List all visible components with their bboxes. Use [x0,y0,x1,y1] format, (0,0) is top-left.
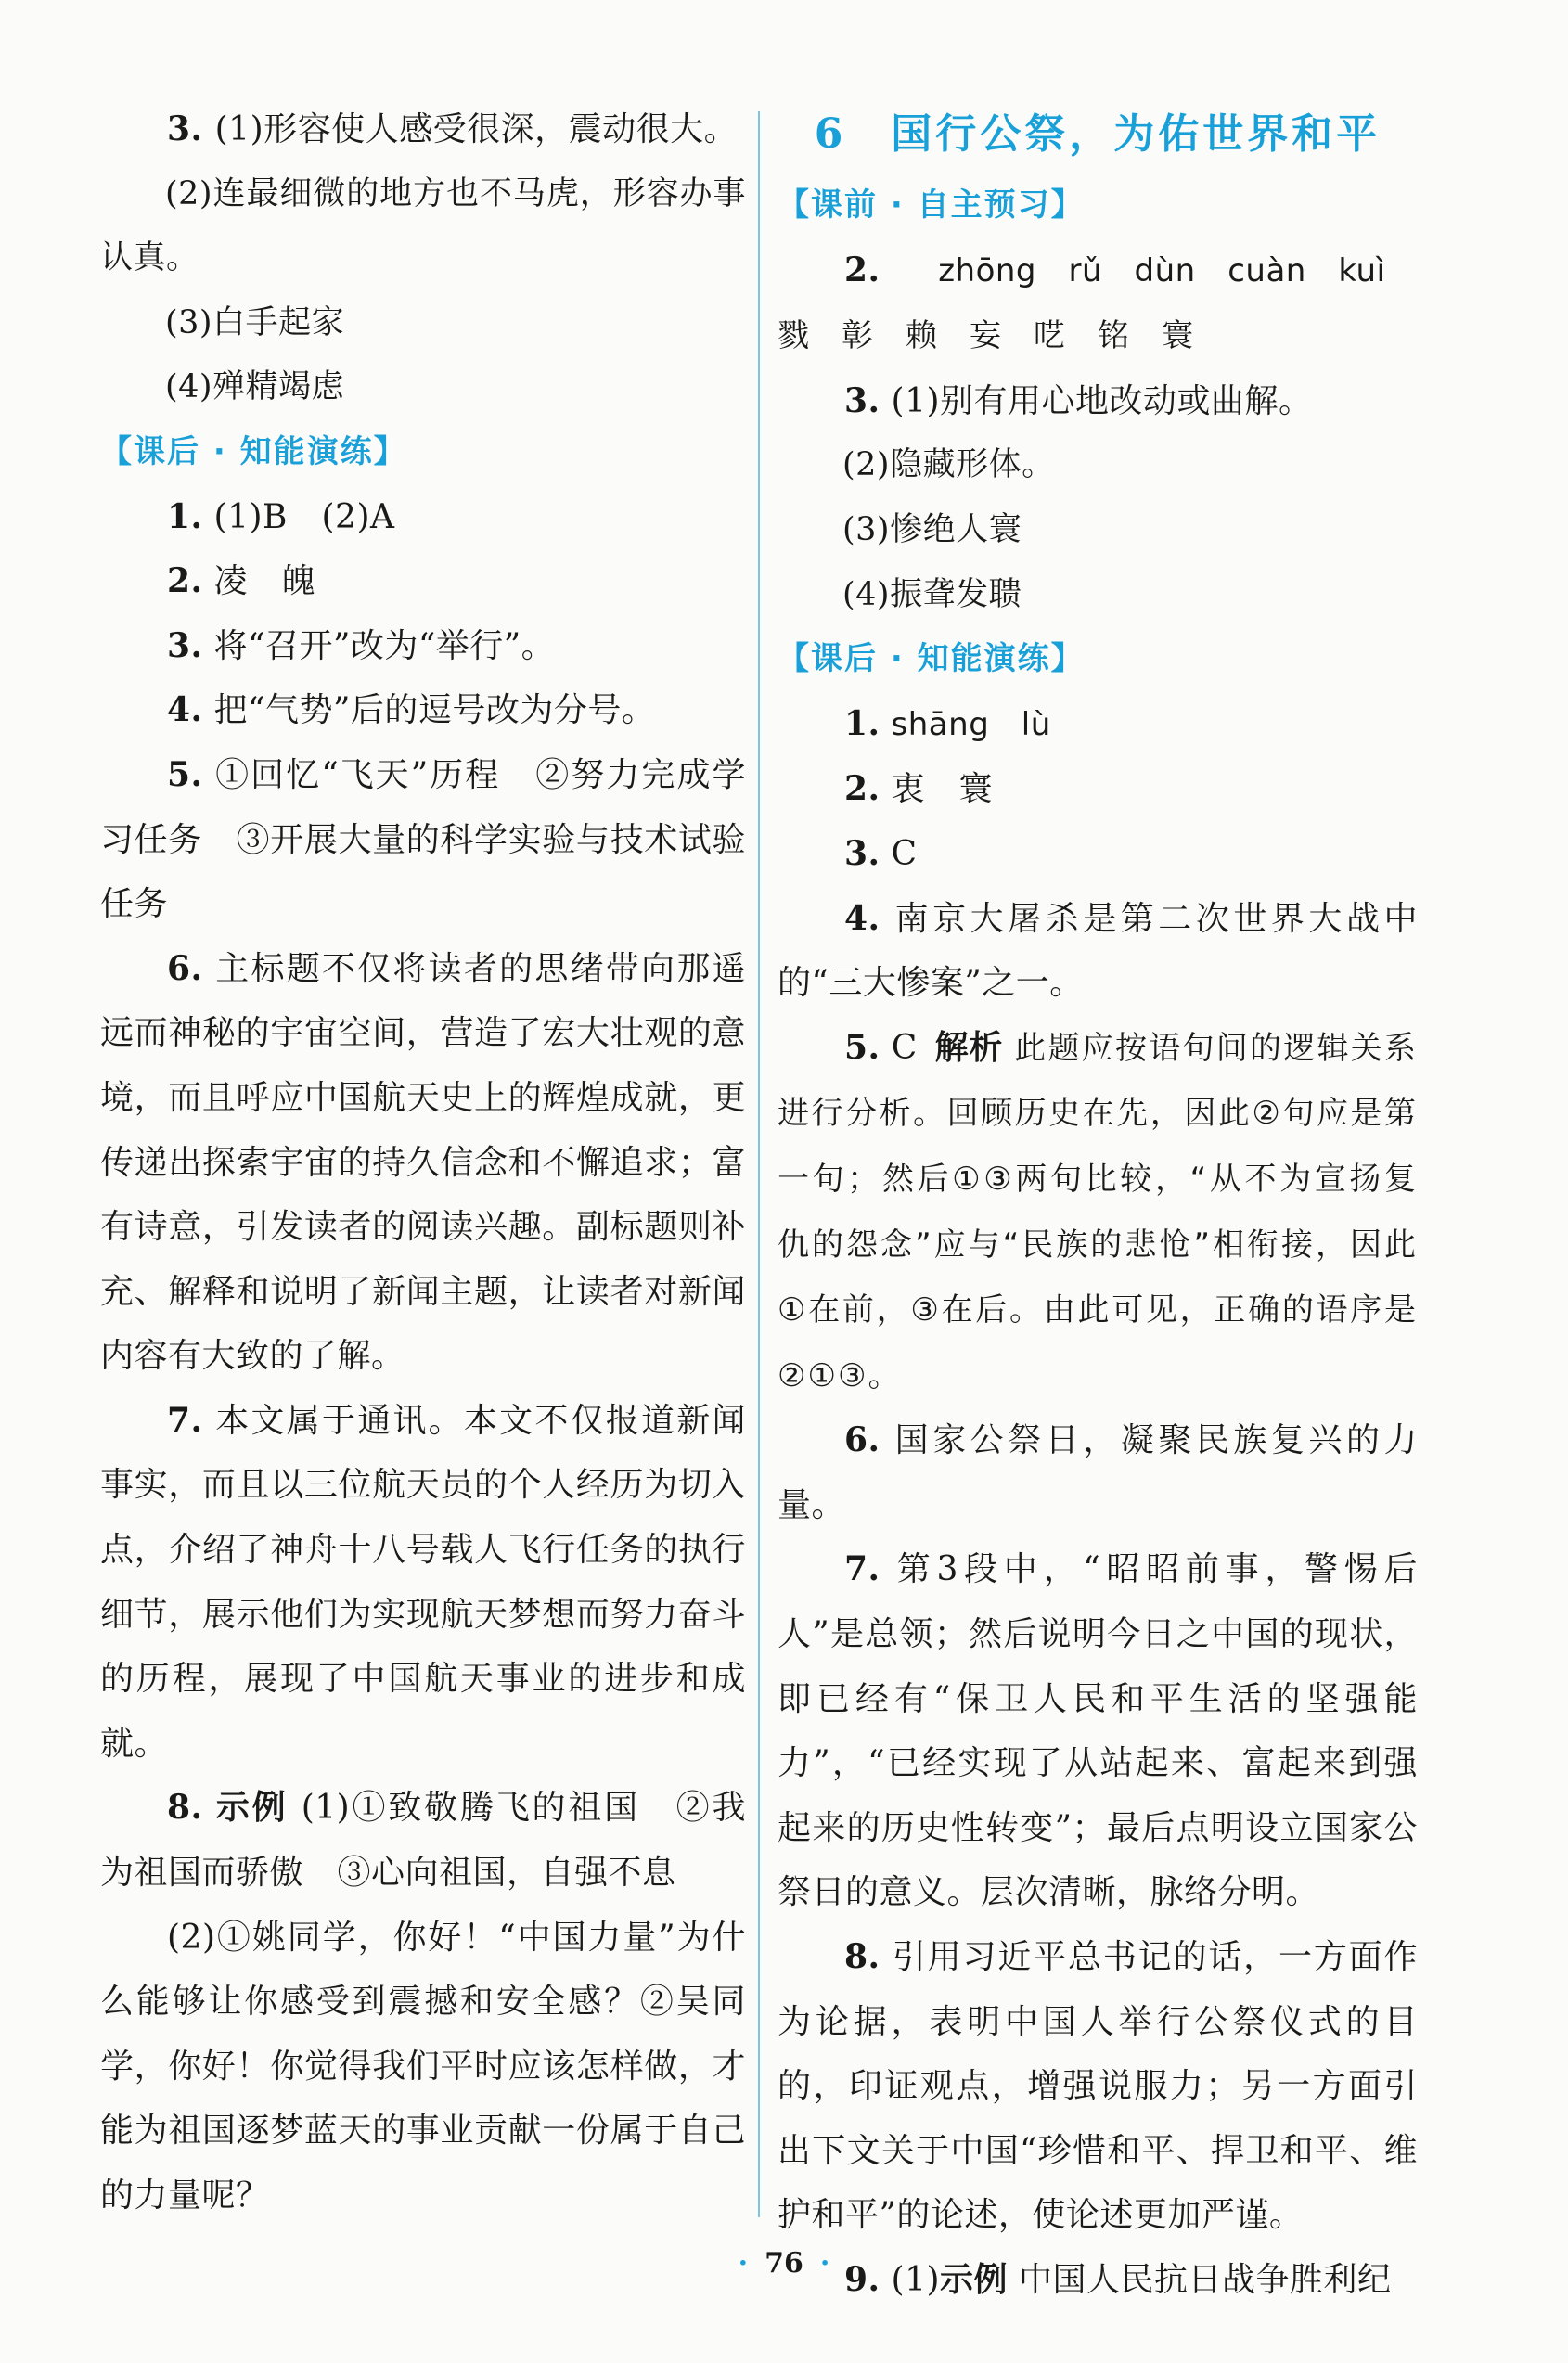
answer-item: 9. (1)示例 中国人民抗日战争胜利纪 [844,2260,1392,2299]
answer-item: 2. zhōng rǔ dùn cuàn kuì 戮 彰 赖 妄 呓 铭 寰 [778,250,1418,355]
answer-item: 1. (1)B (2)A [167,496,395,536]
answer-item: 5. C 解析 此题应按语句间的逻辑关系进行分析。回顾历史在先，因此②句应是第一句；然后①③两句比较，“从不为宣扬复仇的怨念”应与“民族的悲怆”相衔接，因此①在前，③在后。由此可见，正确的语序是②①③。 [778,1027,1419,1394]
example-label: 示例 [940,2260,1009,2299]
column-divider [758,111,760,2217]
answer-item: (3)惨绝人寰 [842,510,1022,548]
section-heading-before-class: 【课前 · 自主预习】 [778,186,1085,224]
answer-item: 4. 把“气势”后的逗号改为分号。 [167,690,656,730]
answer-item: 8. 引用习近平总书记的话，一方面作为论据，表明中国人举行公祭仪式的目的，印证观点，增强说服力；另一方面引出下文关于中国“珍惜和平、捍卫和平、维护和平”的论述，使论述更加严谨。 [778,1937,1418,2235]
answer-item: 5. ①回忆“飞天”历程 ②努力完成学习任务 ③开展大量的科学实验与技术试验任务 [100,754,746,924]
answer-item: 7. 第3段中，“昭昭前事，警惕后人”是总领；然后说明今日之中国的现状，即已经有“保卫人民和平生活的坚强能力”，“已经实现了从站起来、富起来到强起来的历史性转变”；最后点明设立国家公祭日的意义。层次清晰，脉络分明。 [778,1549,1418,1912]
answer-item: 3. 将“召开”改为“举行”。 [167,625,556,665]
answer-item: (3)白手起家 [165,303,345,341]
answer-item: 3. C [844,833,918,873]
section-heading-after-class: 【课后 · 知能演练】 [778,640,1085,678]
answer-item: 1. shāng lù [844,703,1051,743]
answer-item: 6. 主标题不仅将读者的思绪带向那遥远而神秘的宇宙空间，营造了宏大壮观的意境，而且呼应中国航天史上的辉煌成就，更传递出探索宇宙的持久信念和不懈追求；富有诗意，引发读者的阅读兴趣。副标题则补充、解释和说明了新闻主题，让读者对新闻内容有大致的了解。 [100,948,746,1376]
answer-item: 8. 示例 (1)①致敬腾飞的祖国 ②我为祖国而骄傲 ③心向祖国，自强不息 [100,1788,746,1893]
page-number: 76 [765,2247,803,2280]
answer-item: 6. 国家公祭日，凝聚民族复兴的力量。 [778,1420,1418,1524]
answer-item: (2)①姚同学，你好！“中国力量”为什么能够让你感受到震撼和安全感？②吴同学，你好！你觉得我们平时应该怎样做，才能为祖国逐梦蓝天的事业贡献一份属于自己的力量呢？ [100,1918,746,2215]
right-column [778,97,1418,2313]
answer-item: (2)连最细微的地方也不马虎，形容办事认真。 [100,174,746,277]
left-column [100,97,746,2228]
page-footer [0,2247,1568,2280]
footer-dot: · [738,2247,749,2280]
footer-dot: · [819,2247,830,2280]
answer-item: 2. 衷 寰 [844,769,994,809]
answer-item: 3. (1)形容使人感受很深，震动很大。 [167,109,739,148]
answer-item: 2. 凌 魄 [167,561,316,601]
answer-item: (4)殚精竭虑 [165,368,345,406]
answer-item: 4. 南京大屠杀是第二次世界大战中的“三大惨案”之一。 [778,898,1418,1003]
answer-item: (2)隐藏形体。 [842,446,1055,484]
answer-item: (4)振聋发聩 [842,575,1022,613]
example-label: 示例 [215,1788,289,1828]
answer-item: 7. 本文属于通讯。本文不仅报道新闻事实，而且以三位航天员的个人经历为切入点，介绍了神舟十八号载人飞行任务的执行细节，展示他们为实现航天梦想而努力奋斗的历程，展现了中国航天事业的进步和成就。 [100,1400,746,1763]
answer-item: 3. (1)别有用心地改动或曲解。 [844,380,1313,420]
explanation-label: 解析 [934,1027,1004,1067]
lesson-title: 6 国行公祭，为佑世界和平 [814,110,1382,158]
section-heading-after-class: 【课后 · 知能演练】 [100,432,407,470]
